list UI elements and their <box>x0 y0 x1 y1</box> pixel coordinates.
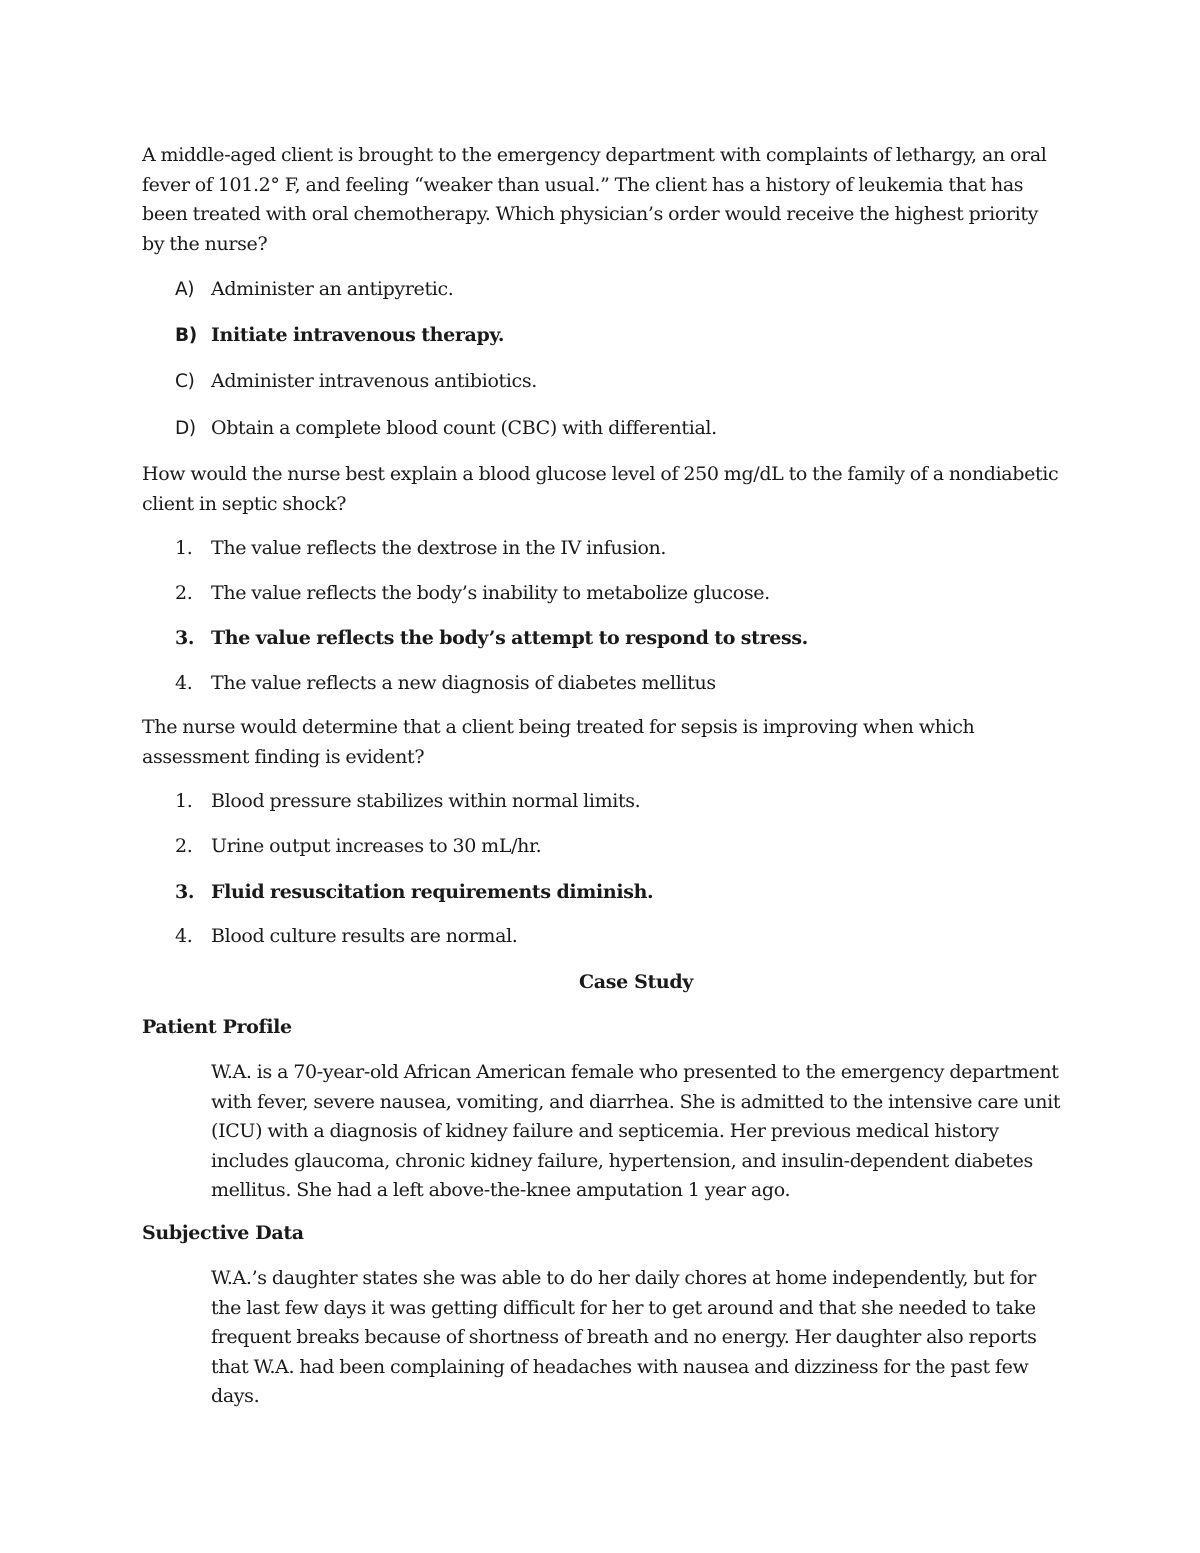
patient-profile-text: W.A. is a 70-year-old African American female who presented to the emergency department with fever, severe nausea, vomiting, and diarrhea. She is admitted to the intensive care unit (ICU) with a diagnosis of kidney failure and septicemia. Her previous medical history includes glaucoma, chronic kidney failure, hypertension, and insulin-dependent diabetes mellitus. She had a left above-the-knee amputation 1 year ago. <box>211 1061 1061 1201</box>
patient-profile-heading: Patient Profile <box>142 1016 292 1038</box>
question-2-stem: How would the nurse best explain a blood glucose level of 250 mg/dL to the family of a nondiabetic client in septic shock? <box>142 463 1059 515</box>
document-page: A middle-aged client is brought to the emergency department with complaints of lethargy, an oral fever of 101.2° F, and feeling “weaker than usual.” The client has a history of leukemia that has been treated with oral chemotherapy. Which physician’s order would receive the highest priority by the nurse? A) Administer an antipyretic. B) Initiate intravenous therapy. C) Administer intravenous antibiotics. D) Obtain a complete blood count (CBC) with differential. How would the nurse best explain a blood glucose level of 250 mg/dL to the family of a nondiabetic client in septic shock? 1. The value reflects the dextrose in the IV infusion. 2. The value reflects the body’s inability to metabolize glucose. 3. The value reflects the body’s attempt to respond to stress. 4. The value reflects a new diagnosis of diabetes mellitus The nurse would determine that a client being treated for sepsis is improving when which assessment finding is evident? 1. Blood pressure stabilizes within normal limits. 2. Urine output increases to 30 mL/hr. 3. Fluid resuscitation requirements diminish. 4. Blood culture results are normal. Case Study Patient Profile W.A. is a 70-year-old African American female who presented to the emergency department with fever, severe nausea, vomiting, and diarrhea. She is admitted to the intensive care unit (ICU) with a diagnosis of kidney failure and septicemia. Her previous medical history includes glaucoma, chronic kidney failure, hypertension, and insulin-dependent diabetes mellitus. She had a left above-the-knee amputation 1 year ago. Subjective Data W.A.’s daughter states she was able to do her daily chores at home independently, but for the last few days it was getting difficult for her to get around and that she needed to take frequent breaks because of shortness of breath and no energy. Her daughter also reports that W.A. had been complaining of headaches with nausea and dizziness for the past few days. <box>0 0 1200 1553</box>
subjective-data-text: W.A.’s daughter states she was able to do her daily chores at home independently, but for the last few days it was getting difficult for her to get around and that she needed to take frequent breaks because of shortness of breath and no energy. Her daughter also reports that W.A. had been complaining of headaches with nausea and dizziness for the past few days. <box>211 1267 1037 1407</box>
question-3-stem: The nurse would determine that a client being treated for sepsis is improving when which assessment finding is evident? <box>142 716 975 768</box>
subjective-data-heading: Subjective Data <box>142 1222 304 1244</box>
case-study-title: Case Study <box>579 971 693 993</box>
question-1-stem: A middle-aged client is brought to the emergency department with complaints of lethargy, an oral fever of 101.2° F, and feeling “weaker than usual.” The client has a history of leukemia that has been treated with oral chemotherapy. Which physician’s order would receive the highest priority by the nurse? <box>142 144 1047 255</box>
